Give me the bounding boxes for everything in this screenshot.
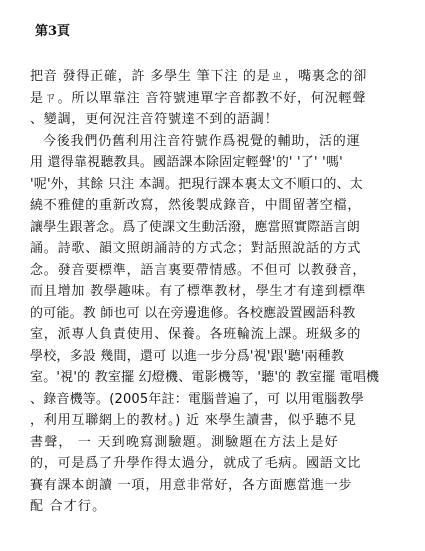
text-line: 繞不雅健的重新改寫，然後製成錄音，中間留著空檔， [30,198,362,213]
text-line: 室，派專人負責使用、保養。各班輪流上課。班級多的 [30,327,362,342]
text-line: 的，可是爲了升學作得太過分，就成了毛病。國語文比 [30,456,362,471]
body-text [30,66,400,518]
text-line: 念。發音要標準，語言裏要帶情感。不但可 以教發音， [30,262,367,278]
text-line: 配 合才行。 [30,499,107,514]
text-line: 用 還得靠視聽教具。國語課本除固定輕聲'的' '了' '嗎' [30,155,343,170]
text-line: 賽有課本朗讀 一項，用意非常好，各方面應當進一步 [30,477,353,493]
text-line: 、錄音機等。(2005年註：電腦普遍了，可 以用電腦教學 [30,391,364,407]
text-line: 書聲， 一 天到晚寫測驗題。測驗題在方法上是好 [30,434,339,450]
page-number: 第3頁 [35,24,71,39]
text-line: 的可能。教 師也可 以在旁邊進修。各校應設置國語科教 [30,305,356,321]
text-line: ，利用互聯網上的教材。) 近 來學生讀書，似乎聽不見 [30,413,357,428]
text-line: 讓學生跟著念。爲了使課文生動活潑，應當照實際語言朗 [30,219,361,235]
text-line: 把音 發得正確，許 多學生 筆下注 的是ㄓ，嘴裏念的卻 [30,69,368,84]
paragraph-first-line: 今後我們仍舊利用注音符號作爲視覺的輔助，活的運 [43,133,361,149]
text-line: 是ㄗ。所以單靠注 音符號連單字音都教不好，何況輕聲 [30,90,367,106]
text-line: 而且增加 教學趣味。有了標準教材，學生才有達到標準 [30,284,367,299]
text-line: 、變調，更何況注音符號達不到的語調！ [30,112,279,127]
text-line: '呢'外，其餘 只注 本調。把現行課本裏太文不順口的、太 [30,176,364,192]
text-line: 學校，多設 幾間，還可 以進一步分爲'視'跟'聽'兩種教 [30,348,345,364]
text-line: 誦。詩歌、韻文照朗誦詩的方式念；對話照說話的方式 [30,241,362,256]
text-line: 室。'視'的 教室擺 幻燈機、電影機等，'聽'的 教室擺 電唱機 [30,370,380,385]
